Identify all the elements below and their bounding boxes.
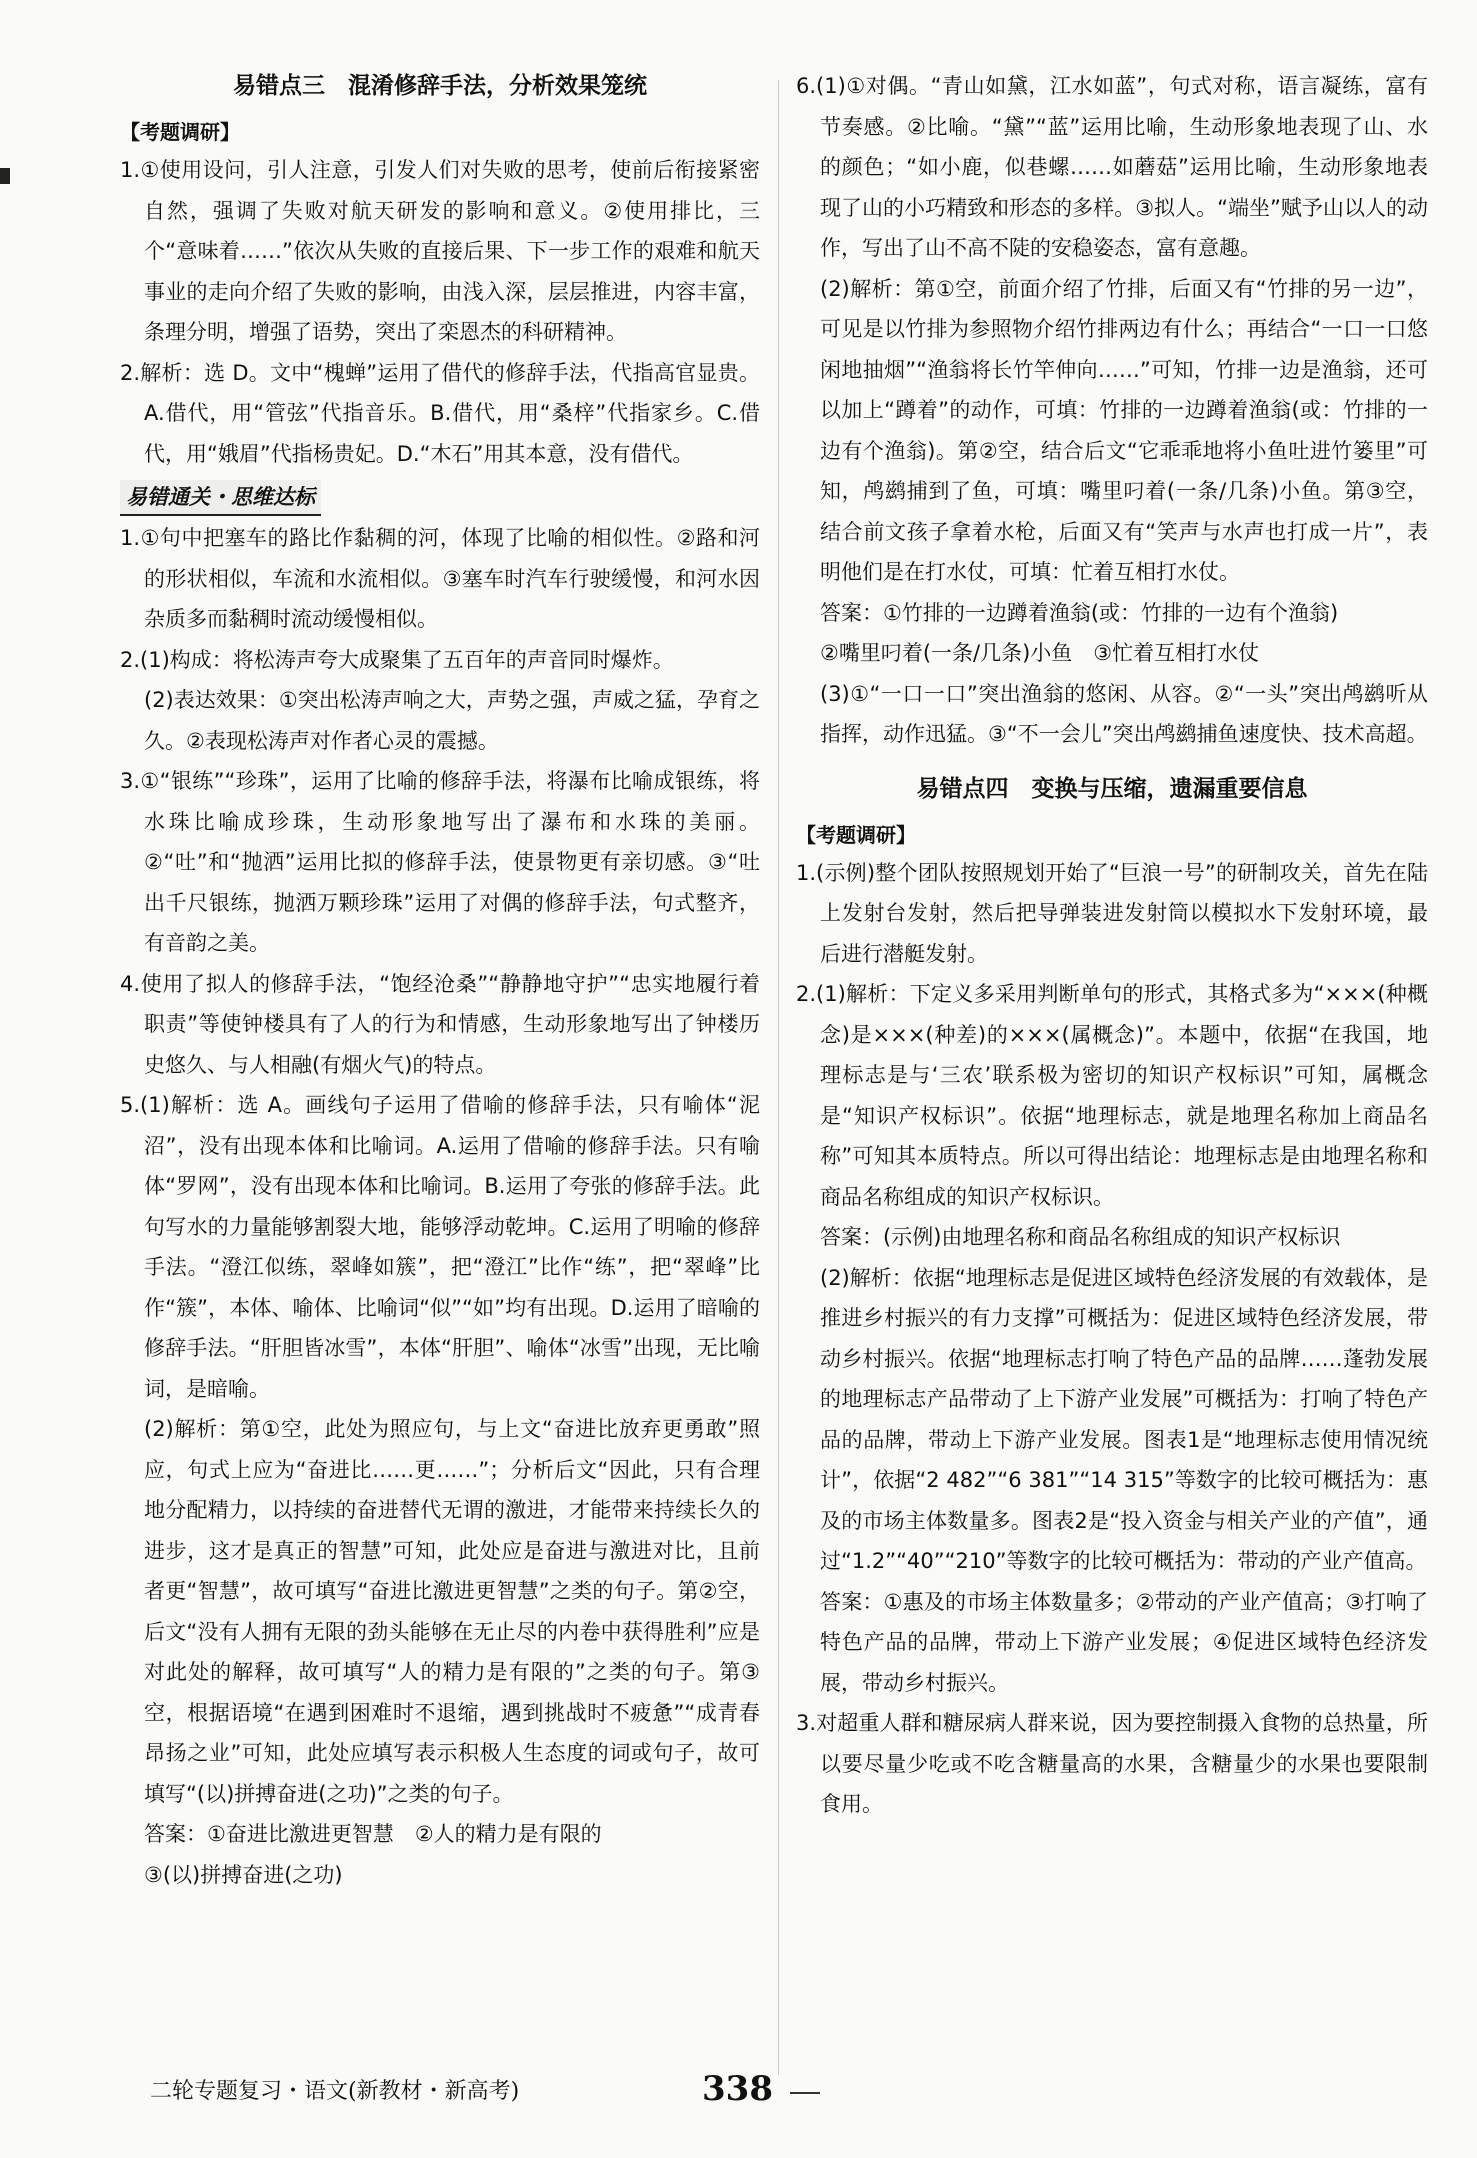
edge-mark [0, 168, 10, 184]
answer-key: 答案：①惠及的市场主体数量多；②带动的产业产值高；③打响了特色产品的品牌，带动上下游产业发展；④促进区域特色经济发展，带动乡村振兴。 [820, 1589, 1428, 1695]
answer-item: (2)解析：第①空，此处为照应句，与上文“奋进比放弃更勇敢”照应，句式上应为“奋进比……更……”；分析后文“因此，只有合理地分配精力，以持续的奋进替代无谓的激进，才能带来持续长久的进步，这才是真正的智慧”可知，此处应是奋进与激进对比，且前者更“智慧”，故可填写“奋进比激进更智慧”之类的句子。第②空，后文“没有人拥有无限的劲头能够在无止尽的内卷中获得胜利”应是对此处的解释，故可填写“人的精力是有限的”之类的句子。第③空，根据语境“在遇到困难时不退缩，遇到挑战时不疲惫”“成青春昂扬之业”可知，此处应填写表示积极人生态度的词或句子，故可填写“(以)拼搏奋进(之功)”之类的句子。 [144, 1417, 760, 1806]
answer-item: (2)解析：依据“地理标志是促进区域特色经济发展的有效载体，是推进乡村振兴的有力支撑”可概括为：促进区域特色经济发展，带动乡村振兴。依据“地理标志打响了特色产品的品牌……蓬勃发展的地理标志产品带动了上下游产业发展”可概括为：打响了特色产品的品牌，带动上下游产业发展。图表1是“地理标志使用情况统计”，依据“2 482”“6 381”“14 315”等数字的比较可概括为：惠及的市场主体数量多。图表2是“投入资金与相关产业的产值”，通过“1.2”“40”“210”等数字的比较可概括为：带动的产业产值高。 [820, 1265, 1428, 1573]
answer-item: 1.(示例)整个团队按照规划开始了“巨浪一号”的研制攻关，首先在陆上发射台发射，然后把导弹装进发射筒以模拟水下发射环境，最后进行潜艇发射。 [796, 860, 1428, 966]
answer-item: 1.①句中把塞车的路比作黏稠的河，体现了比喻的相似性。②路和河的形状相似，车流和水流相似。③塞车时汽车行驶缓慢，和河水因杂质多而黏稠时流动缓慢相似。 [120, 526, 760, 631]
answer-key: 答案：①竹排的一边蹲着渔翁(或：竹排的一边有个渔翁) [820, 600, 1339, 625]
exam-research-tag: 【考题调研】 [796, 822, 916, 847]
answer-item: 3.对超重人群和糖尿病人群来说，因为要控制摄入食物的总热量，所以要尽量少吃或不吃含糖量高的水果，含糖量少的水果也要限制食用。 [796, 1711, 1428, 1816]
answer-item: 2.(1)构成：将松涛声夸大成聚集了五百年的声音同时爆炸。 [120, 647, 674, 672]
book-title: 二轮专题复习・语文(新教材・新高考) [150, 2079, 520, 2104]
answer-item: 4.使用了拟人的修辞手法，“饱经沧桑”“静静地守护”“忠实地履行着职责”等使钟楼具有了人的行为和情感，生动形象地写出了钟楼历史悠久、与人相融(有烟火气)的特点。 [120, 971, 760, 1077]
answer-item: 5.(1)解析：选 A。画线句子运用了借喻的修辞手法，只有喻体“泥沼”，没有出现本体和比喻词。A.运用了借喻的修辞手法。只有喻体“罗网”，没有出现本体和比喻词。B.运用了夸张的修辞手法。此句写水的力量能够割裂大地，能够浮动乾坤。C.运用了明喻的修辞手法。“澄江似练，翠峰如簇”，把“澄江”比作“练”，把“翠峰”比作“簇”，本体、喻体、比喻词“似”“如”均有出现。D.运用了暗喻的修辞手法。“肝胆皆冰雪”，本体“肝胆”、喻体“冰雪”出现，无比喻词，是暗喻。 [120, 1093, 760, 1401]
answer-key: 答案：①奋进比激进更智慧 ②人的精力是有限的 [144, 1822, 602, 1846]
answer-item: 6.(1)①对偶。“青山如黛，江水如蓝”，句式对称，语言凝练，富有节奏感。②比喻。“黛”“蓝”运用比喻，生动形象地表现了山、水的颜色；“如小鹿，似巷螺……如蘑菇”运用比喻，生动形象地表现了山的小巧精致和形态的多样。③拟人。“端坐”赋予山以人的动作，写出了山不高不陡的安稳姿态，富有意趣。 [796, 74, 1428, 260]
column-divider [778, 80, 779, 2075]
page-number: 338 [702, 2069, 773, 2109]
practice-tag: 易错通关・思维达标 [120, 480, 321, 516]
answer-item: (2)表达效果：①突出松涛声响之大，声势之强，声威之猛，孕育之久。②表现松涛声对作者心灵的震撼。 [144, 688, 760, 753]
section-heading-3: 易错点三 混淆修辞手法，分析效果笼统 [233, 72, 647, 99]
section-heading-4: 易错点四 变换与压缩，遗漏重要信息 [916, 774, 1308, 802]
exam-research-tag: 【考题调研】 [120, 120, 240, 144]
right-column [796, 66, 1428, 1825]
answer-item: (2)解析：第①空，前面介绍了竹排，后面又有“竹排的另一边”，可见是以竹排为参照物介绍竹排两边有什么；再结合“一口一口悠闲地抽烟”“渔翁将长竹竿伸向……”可知，竹排一边是渔翁，还可以加上“蹲着”的动作，可填：竹排的一边蹲着渔翁(或：竹排的一边有个渔翁)。第②空，结合后文“它乖乖地将小鱼吐进竹篓里”可知，鸬鹚捕到了鱼，可填：嘴里叼着(一条/几条)小鱼。第③空，结合前文孩子拿着水枪，后面又有“笑声与水声也打成一片”，表明他们是在打水仗，可填：忙着互相打水仗。 [820, 276, 1428, 584]
answer-key: 答案：(示例)由地理名称和商品名称组成的知识产权标识 [820, 1225, 1341, 1249]
footer-dash [790, 2092, 820, 2094]
answer-key: ③(以)拼搏奋进(之功) [144, 1862, 343, 1887]
answer-item: 1.①使用设问，引人注意，引发人们对失败的思考，使前后衔接紧密自然，强调了失败对航天研发的影响和意义。②使用排比，三个“意味着……”依次从失败的直接后果、下一步工作的艰难和航天事业的走向介绍了失败的影响，由浅入深，层层推进，内容丰富，条理分明，增强了语势，突出了栾恩杰的科研精神。 [120, 158, 760, 344]
answer-item: (3)①“一口一口”突出渔翁的悠闲、从容。②“一头”突出鸬鹚听从指挥，动作迅猛。③“不一会儿”突出鸬鹚捕鱼速度快、技术高超。 [820, 681, 1428, 746]
answer-item: 2.(1)解析：下定义多采用判断单句的形式，其格式多为“×××(种概念)是×××(种差)的×××(属概念)”。本题中，依据“在我国，地理标志是与‘三农’联系极为密切的知识产权标识”可知，属概念是“知识产权标识”。依据“地理标志，就是地理名称加上商品名称”可知其本质特点。所以可得出结论：地理标志是由地理名称和商品名称组成的知识产权标识。 [796, 982, 1428, 1209]
answer-item: 3.①“银练”“珍珠”，运用了比喻的修辞手法，将瀑布比喻成银练，将水珠比喻成珍珠，生动形象地写出了瀑布和水珠的美丽。②“吐”和“抛洒”运用比拟的修辞手法，使景物更有亲切感。③“吐出千尺银练，抛洒万颗珍珠”运用了对偶的修辞手法，句式整齐，有音韵之美。 [120, 769, 760, 955]
answer-key: ②嘴里叼着(一条/几条)小鱼 ③忙着互相打水仗 [820, 641, 1260, 665]
answer-item: 2.解析：选 D。文中“槐蝉”运用了借代的修辞手法，代指高官显贵。A.借代，用“管弦”代指音乐。B.借代，用“桑梓”代指家乡。C.借代，用“娥眉”代指杨贵妃。D.“木石”用其本意，没有借代。 [120, 360, 760, 466]
left-column [120, 66, 760, 1895]
